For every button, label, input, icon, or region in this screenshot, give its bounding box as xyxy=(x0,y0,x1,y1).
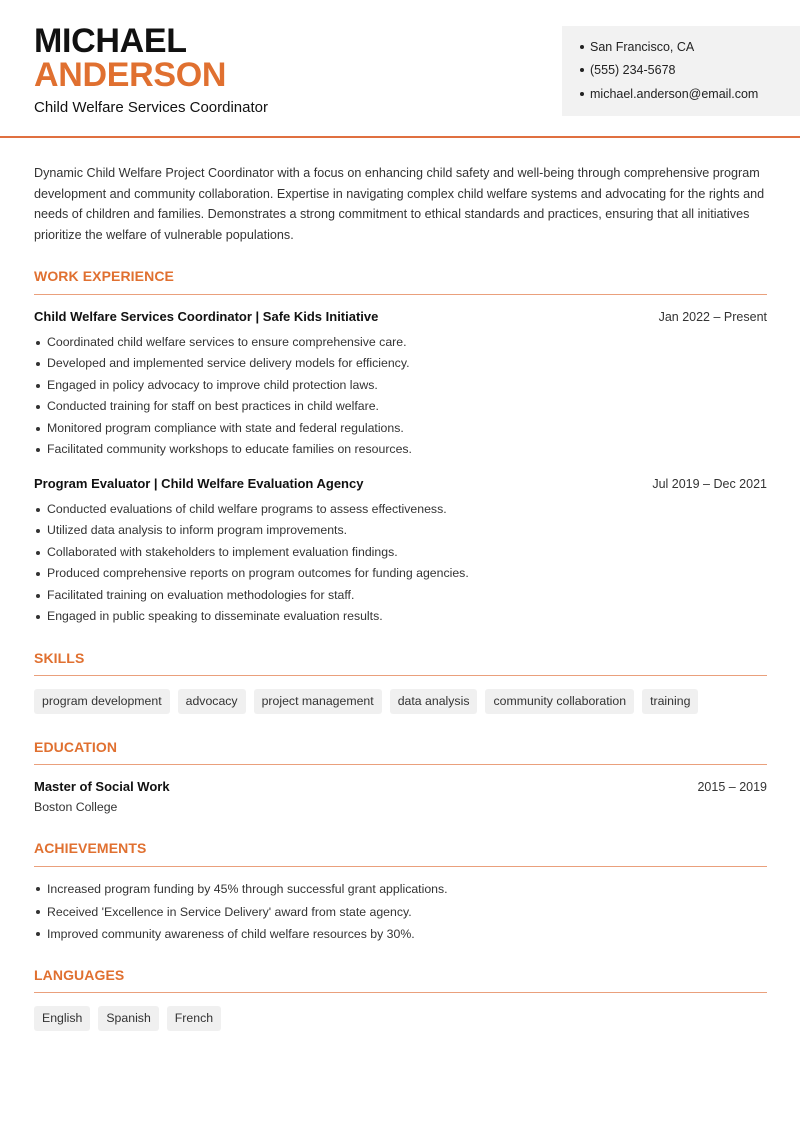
school-name: Boston College xyxy=(34,800,118,814)
resume-header xyxy=(0,0,800,138)
job-title: Child Welfare Services Coordinator xyxy=(34,99,268,116)
work-experience-heading: WORK EXPERIENCE xyxy=(34,268,174,284)
job-dates: Jul 2019 – Dec 2021 xyxy=(652,477,767,491)
section-divider xyxy=(34,764,767,765)
contact-location xyxy=(580,40,694,54)
bullet-icon xyxy=(580,92,584,96)
skill-tag: program development xyxy=(34,689,170,714)
contact-email[interactable] xyxy=(580,87,758,101)
list-item: Developed and implemented service delivery models for efficiency. xyxy=(34,353,412,374)
first-name: MICHAEL xyxy=(34,22,187,60)
phone-text: (555) 234-5678 xyxy=(590,63,676,77)
location-text: San Francisco, CA xyxy=(590,40,695,54)
list-item: Utilized data analysis to inform program improvements. xyxy=(34,520,469,541)
section-divider xyxy=(34,675,767,676)
list-item: Collaborated with stakeholders to implement evaluation findings. xyxy=(34,542,469,563)
email-text[interactable]: michael.anderson@email.com xyxy=(590,87,759,101)
list-item: Increased program funding by 45% through successful grant applications. xyxy=(34,878,448,901)
job-bullet-list xyxy=(34,332,412,460)
skills-tag-list xyxy=(34,689,698,714)
skill-tag: training xyxy=(642,689,698,714)
summary-paragraph: Dynamic Child Welfare Project Coordinator with a focus on enhancing child safety and well-being through comprehensive program development and community collaboration. Expertise in navigating complex child welfare systems and advocating for the rights and needs of children and families. Demonstrates a strong commitment to ethical standards and practices, ensuring that all initiatives prioritize the welfare of vulnerable populations. xyxy=(34,166,765,242)
list-item: Conducted training for staff on best practices in child welfare. xyxy=(34,396,412,417)
job-role: Program Evaluator | Child Welfare Evaluation Agency xyxy=(34,476,364,491)
languages-heading: LANGUAGES xyxy=(34,967,125,983)
section-divider xyxy=(34,866,767,867)
skills-heading: SKILLS xyxy=(34,650,85,666)
language-tag: Spanish xyxy=(98,1006,158,1031)
skill-tag: data analysis xyxy=(390,689,478,714)
list-item: Improved community awareness of child welfare resources by 30%. xyxy=(34,923,448,946)
language-tag: French xyxy=(167,1006,221,1031)
contact-box xyxy=(562,26,800,116)
achievements-list xyxy=(34,878,448,946)
job-role: Child Welfare Services Coordinator | Safe Kids Initiative xyxy=(34,309,379,324)
list-item: Engaged in policy advocacy to improve child protection laws. xyxy=(34,375,412,396)
education-heading: EDUCATION xyxy=(34,739,118,755)
list-item: Received 'Excellence in Service Delivery' award from state agency. xyxy=(34,901,448,924)
language-tag: English xyxy=(34,1006,90,1031)
list-item: Monitored program compliance with state and federal regulations. xyxy=(34,418,412,439)
skill-tag: advocacy xyxy=(178,689,246,714)
last-name: ANDERSON xyxy=(34,56,227,94)
languages-tag-list xyxy=(34,1006,221,1031)
skill-tag: project management xyxy=(254,689,382,714)
list-item: Facilitated training on evaluation methodologies for staff. xyxy=(34,585,469,606)
education-dates: 2015 – 2019 xyxy=(697,780,767,794)
contact-phone xyxy=(580,63,675,77)
list-item: Produced comprehensive reports on program outcomes for funding agencies. xyxy=(34,563,469,584)
job-bullet-list xyxy=(34,499,469,627)
list-item: Conducted evaluations of child welfare programs to assess effectiveness. xyxy=(34,499,469,520)
bullet-icon xyxy=(580,45,584,49)
bullet-icon xyxy=(580,68,584,72)
list-item: Coordinated child welfare services to ensure comprehensive care. xyxy=(34,332,412,353)
achievements-heading: ACHIEVEMENTS xyxy=(34,840,147,856)
degree-name: Master of Social Work xyxy=(34,779,170,794)
job-header xyxy=(34,476,767,491)
job-header xyxy=(34,309,767,324)
job-dates: Jan 2022 – Present xyxy=(658,310,767,324)
section-divider xyxy=(34,992,767,993)
skill-tag: community collaboration xyxy=(485,689,634,714)
section-divider xyxy=(34,294,767,295)
list-item: Engaged in public speaking to disseminate evaluation results. xyxy=(34,606,469,627)
list-item: Facilitated community workshops to educate families on resources. xyxy=(34,439,412,460)
education-header xyxy=(34,779,767,794)
